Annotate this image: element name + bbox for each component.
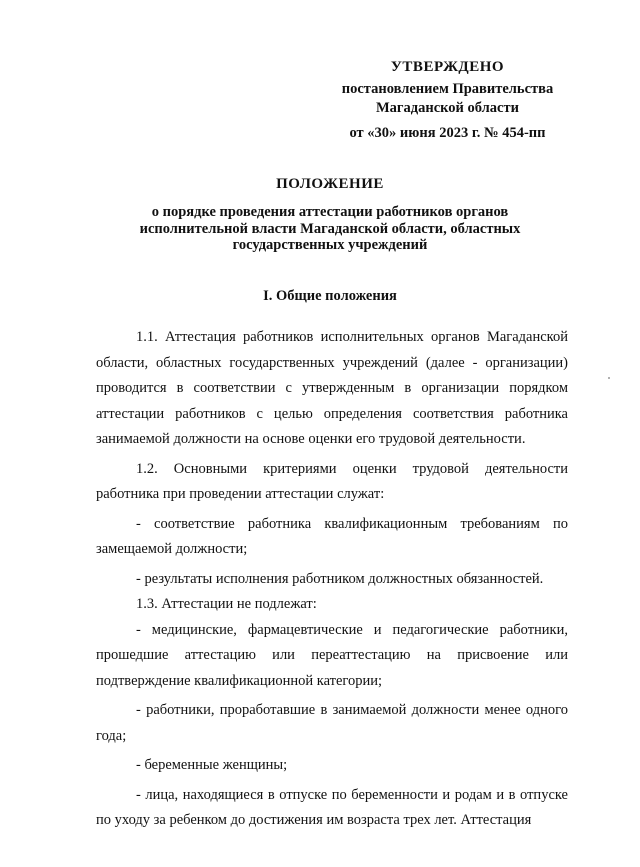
approval-line-1: постановлением Правительства (341, 81, 554, 97)
document-title: ПОЛОЖЕНИЕ (276, 176, 384, 192)
body-text (96, 325, 568, 834)
approval-title: УТВЕРЖДЕНО (390, 59, 505, 75)
document-subtitle: о порядке проведения аттестации работников органов исполнительной власти Магаданской области, областных государственных учреждений (139, 204, 521, 253)
paragraph-exempt-2: - работники, проработавшие в занимаемой должности менее одного года; (96, 702, 568, 744)
paragraph-1-1: 1.1. Аттестация работников исполнительных органов Магаданской области, областных государственных учреждений (далее - организации) проводится в соответствии с утвержденным в организации порядком аттестации работников с целью определения соответствия работника занимаемой должности на основе оценки его трудовой деятельности. (96, 329, 568, 447)
paragraph-exempt-3: - беременные женщины; (136, 757, 288, 773)
paragraph-exempt-1: - медицинские, фармацевтические и педагогические работники, прошедшие аттестацию или переаттестацию на присвоение или подтверждение квалификационной категории; (96, 621, 568, 689)
section-title: I. Общие положения (263, 288, 397, 304)
paragraph-1-2: 1.2. Основными критериями оценки трудовой деятельности работника при проведении аттестации служат: (96, 460, 568, 502)
approval-block (330, 58, 565, 143)
approval-line-2: Магаданской области (376, 100, 519, 116)
paragraph-criterion-1: - соответствие работника квалификационным требованиям по замещаемой должности; (96, 515, 568, 557)
paragraph-exempt-4: - лица, находящиеся в отпуске по беременности и родам и в отпуске по уходу за ребенком до достижения им возраста трех лет. Аттестация (96, 786, 568, 828)
scan-speck (608, 377, 610, 379)
paragraph-1-3: 1.3. Аттестации не подлежат: (136, 596, 317, 612)
paragraph-criterion-2: - результаты исполнения работником должностных обязанностей. (136, 570, 544, 587)
approval-date-line: от «30» июня 2023 г. № 454-пп (349, 125, 546, 141)
